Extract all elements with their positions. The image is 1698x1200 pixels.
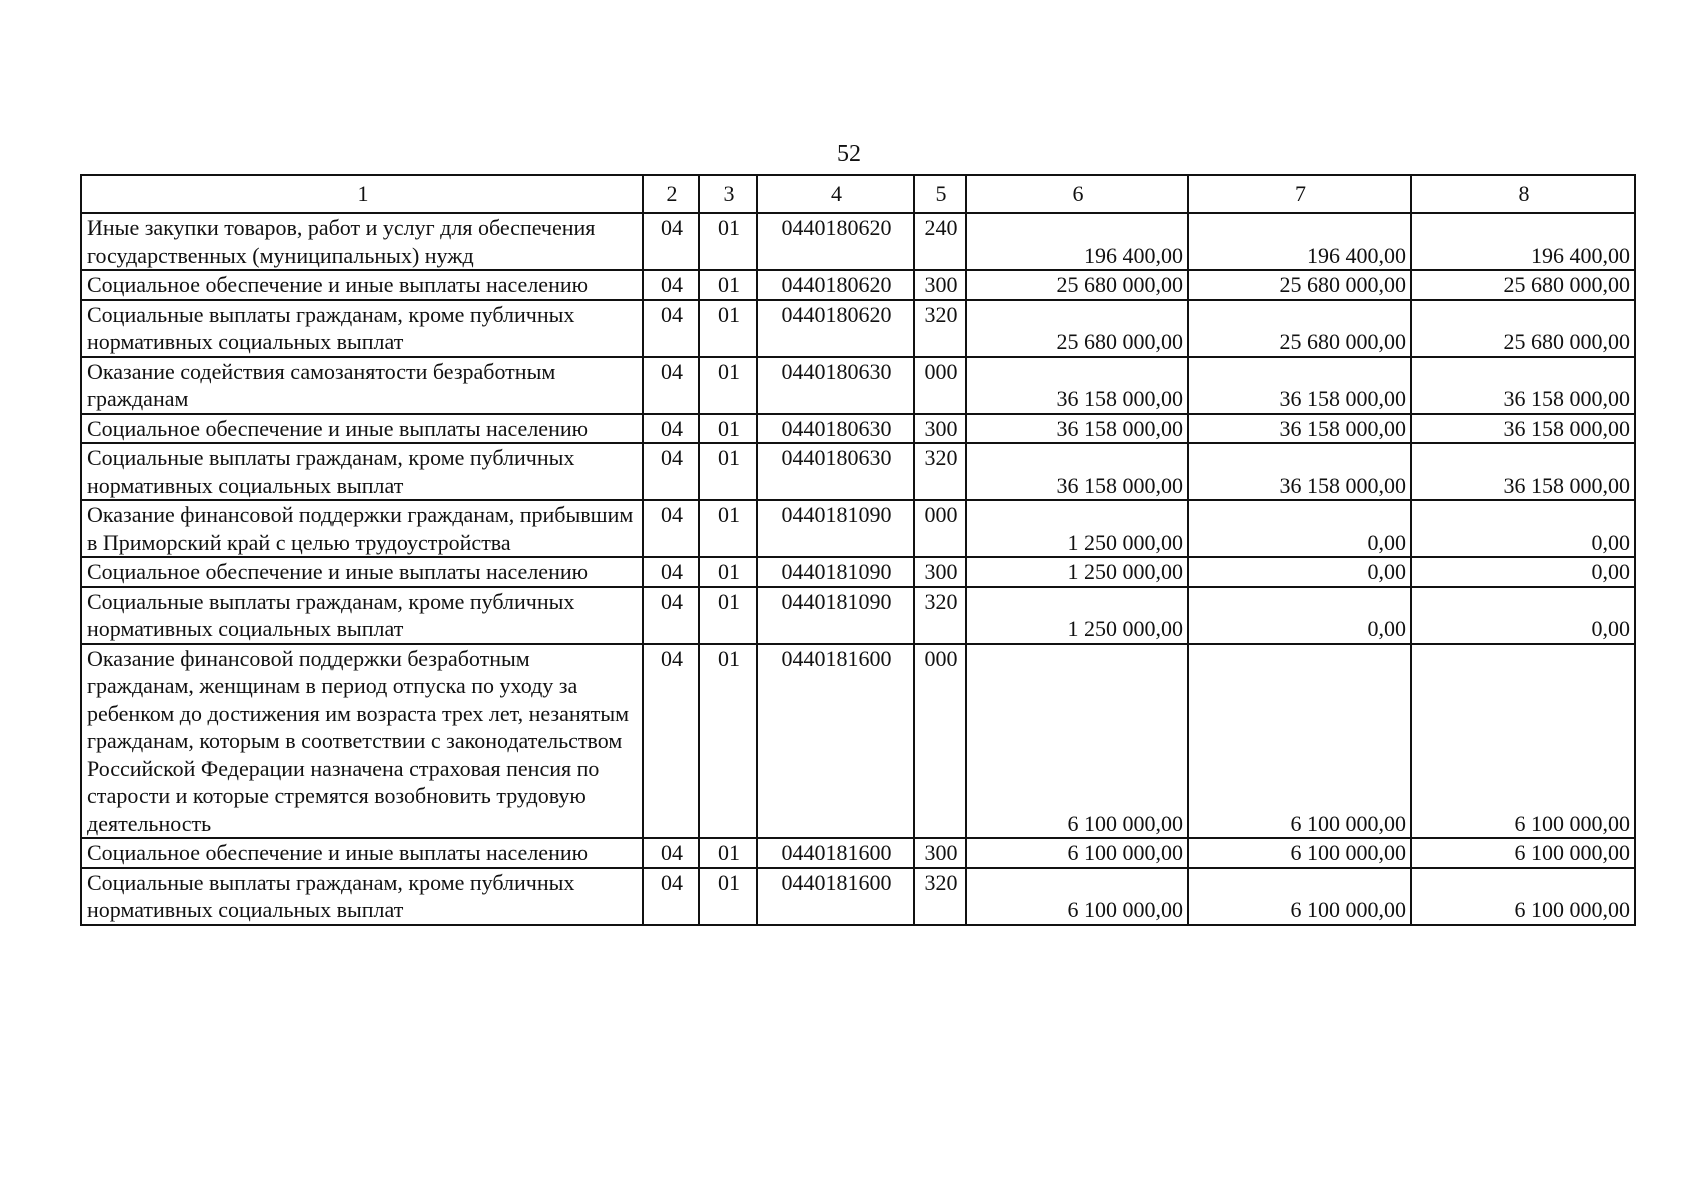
amount-cell-col6: 1 250 000,00 — [966, 500, 1188, 557]
header-cell: 1 — [81, 175, 643, 213]
target-article-cell: 0440180630 — [757, 357, 914, 414]
table-row — [81, 868, 1635, 925]
subsection-code-cell: 01 — [699, 300, 757, 357]
amount-cell-col7: 36 158 000,00 — [1188, 443, 1411, 500]
amount-cell-col7: 196 400,00 — [1188, 213, 1411, 270]
target-article-cell: 0440181090 — [757, 557, 914, 587]
table-body — [81, 213, 1635, 925]
section-code-cell: 04 — [643, 443, 699, 500]
amount-cell-col8: 25 680 000,00 — [1411, 300, 1635, 357]
header-cell: 7 — [1188, 175, 1411, 213]
amount-cell-col7: 25 680 000,00 — [1188, 270, 1411, 300]
expense-type-cell: 300 — [914, 838, 966, 868]
row-name-cell: Социальное обеспечение и иные выплаты населению — [81, 270, 643, 300]
section-code-cell: 04 — [643, 270, 699, 300]
header-cell: 2 — [643, 175, 699, 213]
header-cell: 3 — [699, 175, 757, 213]
section-code-cell: 04 — [643, 500, 699, 557]
header-cell: 6 — [966, 175, 1188, 213]
amount-cell-col6: 36 158 000,00 — [966, 443, 1188, 500]
amount-cell-col6: 196 400,00 — [966, 213, 1188, 270]
table-row — [81, 443, 1635, 500]
amount-cell-col6: 6 100 000,00 — [966, 838, 1188, 868]
table-row — [81, 414, 1635, 444]
target-article-cell: 0440181090 — [757, 587, 914, 644]
subsection-code-cell: 01 — [699, 587, 757, 644]
subsection-code-cell: 01 — [699, 644, 757, 839]
row-name-cell: Социальное обеспечение и иные выплаты населению — [81, 557, 643, 587]
amount-cell-col8: 6 100 000,00 — [1411, 644, 1635, 839]
expense-type-cell: 300 — [914, 414, 966, 444]
amount-cell-col7: 6 100 000,00 — [1188, 644, 1411, 839]
subsection-code-cell: 01 — [699, 357, 757, 414]
header-cell: 5 — [914, 175, 966, 213]
table-row — [81, 270, 1635, 300]
expense-type-cell: 300 — [914, 557, 966, 587]
section-code-cell: 04 — [643, 587, 699, 644]
section-code-cell: 04 — [643, 557, 699, 587]
target-article-cell: 0440181600 — [757, 868, 914, 925]
amount-cell-col7: 25 680 000,00 — [1188, 300, 1411, 357]
amount-cell-col8: 0,00 — [1411, 557, 1635, 587]
row-name-cell: Социальные выплаты гражданам, кроме публичных нормативных социальных выплат — [81, 868, 643, 925]
row-name-cell: Иные закупки товаров, работ и услуг для обеспечения государственных (муниципальных) нужд — [81, 213, 643, 270]
amount-cell-col7: 6 100 000,00 — [1188, 838, 1411, 868]
expense-type-cell: 000 — [914, 644, 966, 839]
subsection-code-cell: 01 — [699, 443, 757, 500]
table-row — [81, 500, 1635, 557]
page-number: 52 — [837, 141, 861, 167]
subsection-code-cell: 01 — [699, 838, 757, 868]
amount-cell-col8: 0,00 — [1411, 587, 1635, 644]
header-cell: 8 — [1411, 175, 1635, 213]
amount-cell-col6: 1 250 000,00 — [966, 587, 1188, 644]
target-article-cell: 0440180630 — [757, 443, 914, 500]
row-name-cell: Оказание финансовой поддержки безработным гражданам, женщинам в период отпуска по уходу за ребенком до достижения им возраста трех лет, незанятым гражданам, которым в соответствии с законодательством Российской Федерации назначена страховая пенсия по старости и которые стремятся возобновить трудовую деятельность — [81, 644, 643, 839]
expense-type-cell: 320 — [914, 443, 966, 500]
amount-cell-col8: 6 100 000,00 — [1411, 838, 1635, 868]
expense-type-cell: 000 — [914, 357, 966, 414]
expense-type-cell: 320 — [914, 587, 966, 644]
amount-cell-col7: 36 158 000,00 — [1188, 414, 1411, 444]
subsection-code-cell: 01 — [699, 213, 757, 270]
section-code-cell: 04 — [643, 838, 699, 868]
expense-type-cell: 240 — [914, 213, 966, 270]
amount-cell-col8: 6 100 000,00 — [1411, 868, 1635, 925]
section-code-cell: 04 — [643, 414, 699, 444]
table-row — [81, 587, 1635, 644]
table-row — [81, 213, 1635, 270]
subsection-code-cell: 01 — [699, 500, 757, 557]
amount-cell-col6: 36 158 000,00 — [966, 357, 1188, 414]
amount-cell-col8: 36 158 000,00 — [1411, 414, 1635, 444]
row-name-cell: Социальное обеспечение и иные выплаты населению — [81, 414, 643, 444]
target-article-cell: 0440181090 — [757, 500, 914, 557]
target-article-cell: 0440181600 — [757, 838, 914, 868]
row-name-cell: Оказание содействия самозанятости безработным гражданам — [81, 357, 643, 414]
amount-cell-col8: 36 158 000,00 — [1411, 357, 1635, 414]
table-row — [81, 357, 1635, 414]
row-name-cell: Оказание финансовой поддержки гражданам, прибывшим в Приморский край с целью трудоустройства — [81, 500, 643, 557]
budget-table — [80, 174, 1636, 926]
section-code-cell: 04 — [643, 868, 699, 925]
target-article-cell: 0440180620 — [757, 270, 914, 300]
row-name-cell: Социальные выплаты гражданам, кроме публичных нормативных социальных выплат — [81, 443, 643, 500]
section-code-cell: 04 — [643, 213, 699, 270]
amount-cell-col6: 25 680 000,00 — [966, 270, 1188, 300]
table-row — [81, 557, 1635, 587]
amount-cell-col8: 25 680 000,00 — [1411, 270, 1635, 300]
amount-cell-col8: 36 158 000,00 — [1411, 443, 1635, 500]
expense-type-cell: 320 — [914, 300, 966, 357]
target-article-cell: 0440180620 — [757, 213, 914, 270]
amount-cell-col6: 6 100 000,00 — [966, 644, 1188, 839]
table-row — [81, 838, 1635, 868]
expense-type-cell: 300 — [914, 270, 966, 300]
amount-cell-col8: 0,00 — [1411, 500, 1635, 557]
section-code-cell: 04 — [643, 644, 699, 839]
amount-cell-col7: 6 100 000,00 — [1188, 868, 1411, 925]
expense-type-cell: 000 — [914, 500, 966, 557]
row-name-cell: Социальные выплаты гражданам, кроме публичных нормативных социальных выплат — [81, 587, 643, 644]
target-article-cell: 0440180630 — [757, 414, 914, 444]
section-code-cell: 04 — [643, 357, 699, 414]
amount-cell-col6: 25 680 000,00 — [966, 300, 1188, 357]
row-name-cell: Социальное обеспечение и иные выплаты населению — [81, 838, 643, 868]
target-article-cell: 0440181600 — [757, 644, 914, 839]
header-row — [81, 175, 1635, 213]
amount-cell-col7: 36 158 000,00 — [1188, 357, 1411, 414]
expense-type-cell: 320 — [914, 868, 966, 925]
subsection-code-cell: 01 — [699, 270, 757, 300]
subsection-code-cell: 01 — [699, 868, 757, 925]
table-row — [81, 300, 1635, 357]
table-row — [81, 644, 1635, 839]
amount-cell-col7: 0,00 — [1188, 500, 1411, 557]
subsection-code-cell: 01 — [699, 414, 757, 444]
target-article-cell: 0440180620 — [757, 300, 914, 357]
amount-cell-col6: 36 158 000,00 — [966, 414, 1188, 444]
header-cell: 4 — [757, 175, 914, 213]
subsection-code-cell: 01 — [699, 557, 757, 587]
amount-cell-col7: 0,00 — [1188, 557, 1411, 587]
row-name-cell: Социальные выплаты гражданам, кроме публичных нормативных социальных выплат — [81, 300, 643, 357]
section-code-cell: 04 — [643, 300, 699, 357]
amount-cell-col7: 0,00 — [1188, 587, 1411, 644]
amount-cell-col6: 6 100 000,00 — [966, 868, 1188, 925]
amount-cell-col6: 1 250 000,00 — [966, 557, 1188, 587]
amount-cell-col8: 196 400,00 — [1411, 213, 1635, 270]
